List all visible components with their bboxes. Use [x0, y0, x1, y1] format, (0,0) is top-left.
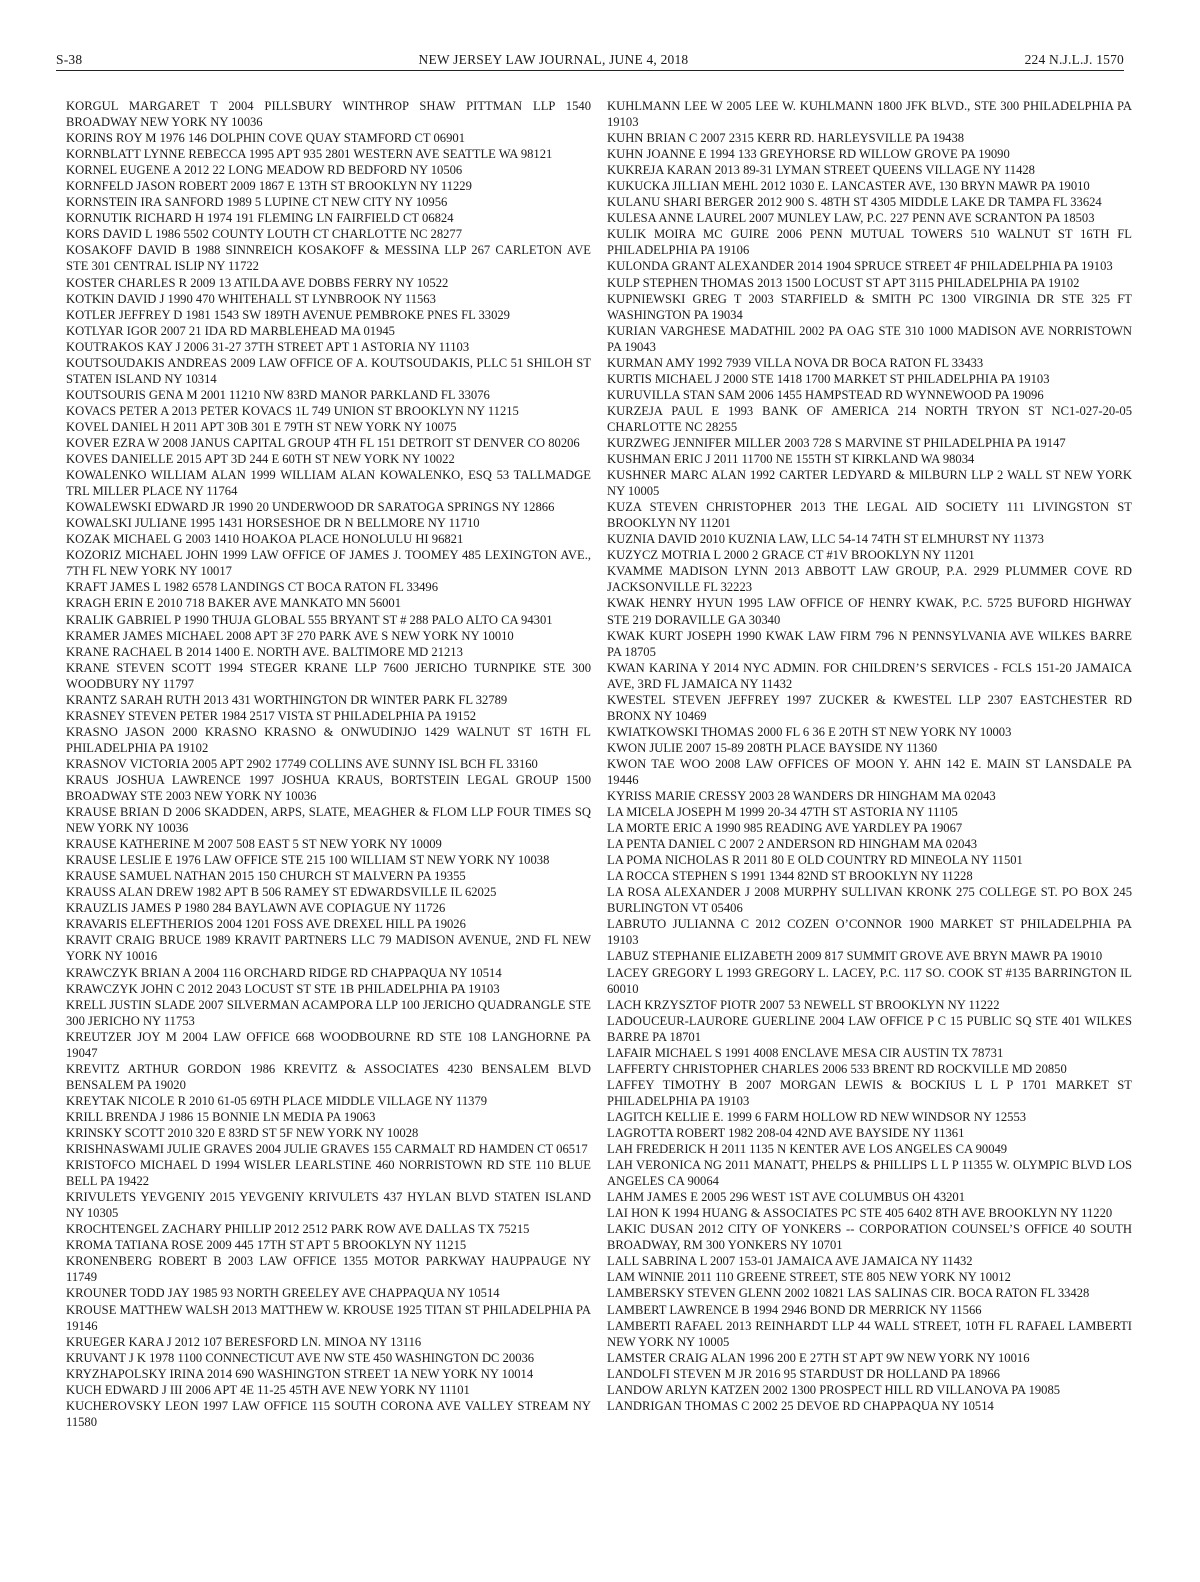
- directory-entry: KOVER EZRA W 2008 JANUS CAPITAL GROUP 4TH FL 151 DETROIT ST DENVER CO 80206: [66, 435, 580, 450]
- directory-entry: KOTLYAR IGOR 2007 21 IDA RD MARBLEHEAD MA 01945: [66, 323, 395, 338]
- journal-title: NEW JERSEY LAW JOURNAL, JUNE 4, 2018: [418, 52, 689, 67]
- directory-entry: LAH VERONICA NG 2011 MANATT, PHELPS & PHILLIPS L L P 11355 W. OLYMPIC BLVD LOS ANGELES CA 90064: [607, 1158, 1132, 1189]
- directory-entry: KOZAK MICHAEL G 2003 1410 HOAKOA PLACE HONOLULU HI 96821: [66, 532, 464, 547]
- directory-entry: KREVITZ ARTHUR GORDON 1986 KREVITZ & ASSOCIATES 4230 BENSALEM BLVD BENSALEM PA 19020: [66, 1061, 591, 1092]
- directory-entry: LAGROTTA ROBERT 1982 208-04 42ND AVE BAYSIDE NY 11361: [607, 1126, 965, 1140]
- directory-entry: KOSAKOFF DAVID B 1988 SINNREICH KOSAKOFF & MESSINA LLP 267 CARLETON AVE STE 301 CENTRAL ISLIP NY 11722: [66, 243, 591, 274]
- directory-entry: LAMBERT LAWRENCE B 1994 2946 BOND DR MERRICK NY 11566: [607, 1302, 982, 1317]
- directory-entry: LA ROCCA STEPHEN S 1991 1344 82ND ST BROOKLYN NY 11228: [607, 869, 973, 884]
- directory-entry: LALL SABRINA L 2007 153-01 JAMAICA AVE JAMAICA NY 11432: [607, 1254, 973, 1269]
- directory-entry: KRAFT JAMES L 1982 6578 LANDINGS CT BOCA RATON FL 33496: [66, 580, 439, 595]
- directory-entry: LAH FREDERICK H 2011 1135 N KENTER AVE LOS ANGELES CA 90049: [607, 1142, 1008, 1157]
- directory-entry: KULONDA GRANT ALEXANDER 2014 1904 SPRUCE STREET 4F PHILADELPHIA PA 19103: [607, 259, 1113, 274]
- directory-entry: KOWALENKO WILLIAM ALAN 1999 WILLIAM ALAN KOWALENKO, ESQ 53 TALLMADGE TRL MILLER PLACE NY 11764: [66, 468, 591, 499]
- directory-entry: KWAK KURT JOSEPH 1990 KWAK LAW FIRM 796 N PENNSYLVANIA AVE WILKES BARRE PA 18705: [607, 628, 1132, 659]
- directory-entry: LANDOLFI STEVEN M JR 2016 95 STARDUST DR HOLLAND PA 18966: [607, 1366, 1000, 1381]
- directory-entry: KOZORIZ MICHAEL JOHN 1999 LAW OFFICE OF JAMES J. TOOMEY 485 LEXINGTON AVE., 7TH FL NEW YORK NY 10017: [66, 548, 591, 579]
- directory-entry: KRASNO JASON 2000 KRASNO KRASNO & ONWUDINJO 1429 WALNUT ST 16TH FL PHILADELPHIA PA 19102: [66, 724, 591, 755]
- directory-entry: KUZNIA DAVID 2010 KUZNIA LAW, LLC 54-14 74TH ST ELMHURST NY 11373: [607, 532, 1044, 547]
- directory-entry: KOTKIN DAVID J 1990 470 WHITEHALL ST LYNBROOK NY 11563: [66, 291, 436, 306]
- directory-entry: KOUTSOURIS GENA M 2001 11210 NW 83RD MANOR PARKLAND FL 33076: [66, 387, 490, 402]
- directory-entry: KORNFELD JASON ROBERT 2009 1867 E 13TH ST BROOKLYN NY 11229: [66, 179, 472, 194]
- directory-entry: LAMSTER CRAIG ALAN 1996 200 E 27TH ST APT 9W NEW YORK NY 10016: [607, 1350, 1030, 1365]
- directory-entry: LA POMA NICHOLAS R 2011 80 E OLD COUNTRY RD MINEOLA NY 11501: [607, 853, 1023, 868]
- directory-entry: KROUNER TODD JAY 1985 93 NORTH GREELEY AVE CHAPPAQUA NY 10514: [66, 1286, 500, 1301]
- directory-entry: KOVEL DANIEL H 2011 APT 30B 301 E 79TH ST NEW YORK NY 10075: [66, 419, 457, 434]
- directory-entry: KUHN JOANNE E 1994 133 GREYHORSE RD WILLOW GROVE PA 19090: [607, 147, 1010, 162]
- directory-entry: KRINSKY SCOTT 2010 320 E 83RD ST 5F NEW YORK NY 10028: [66, 1126, 419, 1140]
- directory-entry: KUCH EDWARD J III 2006 APT 4E 11-25 45TH AVE NEW YORK NY 11101: [66, 1382, 470, 1397]
- directory-entry: LANDOW ARLYN KATZEN 2002 1300 PROSPECT HILL RD VILLANOVA PA 19085: [607, 1382, 1061, 1397]
- directory-entry: KULIK MOIRA MC GUIRE 2006 PENN MUTUAL TOWERS 510 WALNUT ST 16TH FL PHILADELPHIA PA 19106: [607, 227, 1132, 258]
- directory-entry: KRAWCZYK JOHN C 2012 2043 LOCUST ST STE 1B PHILADELPHIA PA 19103: [66, 981, 500, 996]
- directory-entry: LAM WINNIE 2011 110 GREENE STREET, STE 805 NEW YORK NY 10012: [607, 1270, 1011, 1285]
- directory-entry: KRYZHAPOLSKY IRINA 2014 690 WASHINGTON STREET 1A NEW YORK NY 10014: [66, 1366, 534, 1381]
- directory-entry: LACEY GREGORY L 1993 GREGORY L. LACEY, P.C. 117 SO. COOK ST #135 BARRINGTON IL 60010: [607, 965, 1132, 996]
- directory-entry: KRANE RACHAEL B 2014 1400 E. NORTH AVE. BALTIMORE MD 21213: [66, 644, 463, 659]
- directory-entry: LA PENTA DANIEL C 2007 2 ANDERSON RD HINGHAM MA 02043: [607, 837, 978, 852]
- directory-entry: KRAGH ERIN E 2010 718 BAKER AVE MANKATO MN 56001: [66, 596, 402, 611]
- directory-entry: KURIAN VARGHESE MADATHIL 2002 PA OAG STE 310 1000 MADISON AVE NORRISTOWN PA 19043: [607, 323, 1132, 354]
- directory-entry: LABUZ STEPHANIE ELIZABETH 2009 817 SUMMIT GROVE AVE BRYN MAWR PA 19010: [607, 949, 1103, 964]
- directory-entry: LAGITCH KELLIE E. 1999 6 FARM HOLLOW RD NEW WINDSOR NY 12553: [607, 1109, 1027, 1124]
- page-number: S-38: [56, 52, 83, 67]
- directory-entry: LAHM JAMES E 2005 296 WEST 1ST AVE COLUMBUS OH 43201: [607, 1190, 966, 1205]
- directory-entry: KUSHMAN ERIC J 2011 11700 NE 155TH ST KIRKLAND WA 98034: [607, 452, 975, 467]
- directory-entry: KUSHNER MARC ALAN 1992 CARTER LEDYARD & MILBURN LLP 2 WALL ST NEW YORK NY 10005: [607, 468, 1132, 499]
- directory-entry: LABRUTO JULIANNA C 2012 COZEN O’CONNOR 1900 MARKET ST PHILADELPHIA PA 19103: [607, 917, 1132, 948]
- header-rule: [56, 70, 1124, 71]
- directory-entry: KORNEL EUGENE A 2012 22 LONG MEADOW RD BEDFORD NY 10506: [66, 163, 463, 178]
- directory-entry: KRAUSE KATHERINE M 2007 508 EAST 5 ST NEW YORK NY 10009: [66, 837, 442, 852]
- journal-citation: 224 N.J.L.J. 1570: [1024, 52, 1124, 67]
- directory-entry: KURZWEG JENNIFER MILLER 2003 728 S MARVINE ST PHILADELPHIA PA 19147: [607, 435, 1066, 450]
- directory-entry: KWON JULIE 2007 15-89 208TH PLACE BAYSIDE NY 11360: [607, 740, 938, 755]
- directory-entry: KRASNEY STEVEN PETER 1984 2517 VISTA ST PHILADELPHIA PA 19152: [66, 708, 477, 723]
- directory-entry: LAI HON K 1994 HUANG & ASSOCIATES PC STE 405 6402 8TH AVE BROOKLYN NY 11220: [607, 1206, 1113, 1221]
- directory-entry: KRIVULETS YEVGENIY 2015 YEVGENIY KRIVULETS 437 HYLAN BLVD STATEN ISLAND NY 10305: [66, 1190, 591, 1221]
- directory-entry: KOUTRAKOS KAY J 2006 31-27 37TH STREET APT 1 ASTORIA NY 11103: [66, 339, 470, 354]
- directory-entry: KURUVILLA STAN SAM 2006 1455 HAMPSTEAD RD WYNNEWOOD PA 19096: [607, 387, 1044, 402]
- directory-entry: KYRISS MARIE CRESSY 2003 28 WANDERS DR HINGHAM MA 02043: [607, 789, 996, 804]
- directory-entry: KOSTER CHARLES R 2009 13 ATILDA AVE DOBBS FERRY NY 10522: [66, 275, 449, 290]
- directory-entry: KRANTZ SARAH RUTH 2013 431 WORTHINGTON DR WINTER PARK FL 32789: [66, 692, 508, 707]
- directory-entry: KRISHNASWAMI JULIE GRAVES 2004 JULIE GRAVES 155 CARMALT RD HAMDEN CT 06517: [66, 1142, 588, 1157]
- directory-entry: LADOUCEUR-LAURORE GUERLINE 2004 LAW OFFICE P C 15 PUBLIC SQ STE 401 WILKES BARRE PA 18701: [607, 1013, 1132, 1044]
- directory-entry: LA ROSA ALEXANDER J 2008 MURPHY SULLIVAN KRONK 275 COLLEGE ST. PO BOX 245 BURLINGTON VT 05406: [607, 885, 1132, 916]
- left-column: [66, 98, 591, 1430]
- directory-entry: KURMAN AMY 1992 7939 VILLA NOVA DR BOCA RATON FL 33433: [607, 355, 984, 370]
- directory-entry: KRANE STEVEN SCOTT 1994 STEGER KRANE LLP 7600 JERICHO TURNPIKE STE 300 WOODBURY NY 11797: [66, 660, 591, 691]
- directory-entry: KRONENBERG ROBERT B 2003 LAW OFFICE 1355 MOTOR PARKWAY HAUPPAUGE NY 11749: [66, 1254, 591, 1285]
- directory-entry: KOVES DANIELLE 2015 APT 3D 244 E 60TH ST NEW YORK NY 10022: [66, 452, 455, 467]
- directory-entry: KRAUSE LESLIE E 1976 LAW OFFICE STE 215 100 WILLIAM ST NEW YORK NY 10038: [66, 853, 550, 868]
- directory-entry: LAMBERSKY STEVEN GLENN 2002 10821 LAS SALINAS CIR. BOCA RATON FL 33428: [607, 1286, 1090, 1301]
- directory-entry: KRASNOV VICTORIA 2005 APT 2902 17749 COLLINS AVE SUNNY ISL BCH FL 33160: [66, 756, 538, 771]
- directory-entry: KORINS ROY M 1976 146 DOLPHIN COVE QUAY STAMFORD CT 06901: [66, 131, 465, 146]
- directory-entry: KOTLER JEFFREY D 1981 1543 SW 189TH AVENUE PEMBROKE PNES FL 33029: [66, 307, 510, 322]
- directory-entry: KUZYCZ MOTRIA L 2000 2 GRACE CT #1V BROOKLYN NY 11201: [607, 548, 975, 563]
- directory-entry: KWON TAE WOO 2008 LAW OFFICES OF MOON Y. AHN 142 E. MAIN ST LANSDALE PA 19446: [607, 756, 1132, 787]
- directory-entry: KOWALSKI JULIANE 1995 1431 HORSESHOE DR N BELLMORE NY 11710: [66, 516, 480, 531]
- directory-entry: LAFFERTY CHRISTOPHER CHARLES 2006 533 BRENT RD ROCKVILLE MD 20850: [607, 1061, 1067, 1076]
- directory-entry: LANDRIGAN THOMAS C 2002 25 DEVOE RD CHAPPAQUA NY 10514: [607, 1398, 994, 1413]
- directory-entry: KRALIK GABRIEL P 1990 THUJA GLOBAL 555 BRYANT ST # 288 PALO ALTO CA 94301: [66, 612, 553, 627]
- directory-entry: KORNUTIK RICHARD H 1974 191 FLEMING LN FAIRFIELD CT 06824: [66, 211, 454, 226]
- directory-entry: KRAUSE SAMUEL NATHAN 2015 150 CHURCH ST MALVERN PA 19355: [66, 869, 466, 884]
- directory-entry: KWIATKOWSKI THOMAS 2000 FL 6 36 E 20TH ST NEW YORK NY 10003: [607, 724, 1012, 739]
- directory-entry: KUKUCKA JILLIAN MEHL 2012 1030 E. LANCASTER AVE, 130 BRYN MAWR PA 19010: [607, 179, 1090, 194]
- directory-entry: KOUTSOUDAKIS ANDREAS 2009 LAW OFFICE OF A. KOUTSOUDAKIS, PLLC 51 SHILOH ST STATEN ISLAND NY 10314: [66, 355, 591, 386]
- directory-entry: KROMA TATIANA ROSE 2009 445 17TH ST APT 5 BROOKLYN NY 11215: [66, 1238, 467, 1253]
- right-column: [607, 98, 1132, 1414]
- directory-entry: KROUSE MATTHEW WALSH 2013 MATTHEW W. KROUSE 1925 TITAN ST PHILADELPHIA PA 19146: [66, 1302, 591, 1333]
- directory-entry: KULANU SHARI BERGER 2012 900 S. 48TH ST 4305 MIDDLE LAKE DR TAMPA FL 33624: [607, 195, 1102, 210]
- page-header: [56, 48, 1124, 68]
- directory-entry: LA MORTE ERIC A 1990 985 READING AVE YARDLEY PA 19067: [607, 821, 963, 836]
- directory-entry: KRAUSS ALAN DREW 1982 APT B 506 RAMEY ST EDWARDSVILLE IL 62025: [66, 885, 497, 900]
- directory-entry: KRAUS JOSHUA LAWRENCE 1997 JOSHUA KRAUS, BORTSTEIN LEGAL GROUP 1500 BROADWAY STE 2003 NEW YORK NY 10036: [66, 772, 591, 804]
- directory-entry: LAFAIR MICHAEL S 1991 4008 ENCLAVE MESA CIR AUSTIN TX 78731: [607, 1045, 1004, 1060]
- directory-entry: LA MICELA JOSEPH M 1999 20-34 47TH ST ASTORIA NY 11105: [607, 805, 958, 820]
- directory-entry: KREYTAK NICOLE R 2010 61-05 69TH PLACE MIDDLE VILLAGE NY 11379: [66, 1093, 488, 1108]
- directory-entry: KORS DAVID L 1986 5502 COUNTY LOUTH CT CHARLOTTE NC 28277: [66, 227, 463, 242]
- directory-entry: KRUEGER KARA J 2012 107 BERESFORD LN. MINOA NY 13116: [66, 1334, 422, 1349]
- directory-entry: KULESA ANNE LAUREL 2007 MUNLEY LAW, P.C. 227 PENN AVE SCRANTON PA 18503: [607, 211, 1095, 226]
- directory-entry: KROCHTENGEL ZACHARY PHILLIP 2012 2512 PARK ROW AVE DALLAS TX 75215: [66, 1222, 530, 1237]
- directory-entry: KRAUZLIS JAMES P 1980 284 BAYLAWN AVE COPIAGUE NY 11726: [66, 901, 446, 916]
- directory-entry: KORGUL MARGARET T 2004 PILLSBURY WINTHROP SHAW PITTMAN LLP 1540 BROADWAY NEW YORK NY 10036: [66, 99, 591, 130]
- directory-entry: KRAWCZYK BRIAN A 2004 116 ORCHARD RIDGE RD CHAPPAQUA NY 10514: [66, 965, 502, 980]
- directory-entry: KRAVARIS ELEFTHERIOS 2004 1201 FOSS AVE DREXEL HILL PA 19026: [66, 917, 466, 932]
- directory-entry: KWESTEL STEVEN JEFFREY 1997 ZUCKER & KWESTEL LLP 2307 EASTCHESTER RD BRONX NY 10469: [607, 692, 1132, 723]
- directory-entry: KUCHEROVSKY LEON 1997 LAW OFFICE 115 SOUTH CORONA AVE VALLEY STREAM NY 11580: [66, 1398, 591, 1429]
- directory-entry: KRUVANT J K 1978 1100 CONNECTICUT AVE NW STE 450 WASHINGTON DC 20036: [66, 1350, 535, 1365]
- directory-entry: KREUTZER JOY M 2004 LAW OFFICE 668 WOODBOURNE RD STE 108 LANGHORNE PA 19047: [66, 1029, 591, 1060]
- directory-entry: KRELL JUSTIN SLADE 2007 SILVERMAN ACAMPORA LLP 100 JERICHO QUADRANGLE STE 300 JERICHO NY 11753: [66, 997, 591, 1028]
- directory-entry: KUZA STEVEN CHRISTOPHER 2013 THE LEGAL AID SOCIETY 111 LIVINGSTON ST BROOKLYN NY 11201: [607, 500, 1132, 531]
- directory-entry: KULP STEPHEN THOMAS 2013 1500 LOCUST ST APT 3115 PHILADELPHIA PA 19102: [607, 275, 1080, 290]
- directory-entry: KWAK HENRY HYUN 1995 LAW OFFICE OF HENRY KWAK, P.C. 5725 BUFORD HIGHWAY STE 219 DORAVILLE GA 30340: [607, 596, 1132, 627]
- directory-entry: KVAMME MADISON LYNN 2013 ABBOTT LAW GROUP, P.A. 2929 PLUMMER COVE RD JACKSONVILLE FL 32223: [607, 564, 1132, 595]
- directory-entry: KURZEJA PAUL E 1993 BANK OF AMERICA 214 NORTH TRYON ST NC1-027-20-05 CHARLOTTE NC 28255: [607, 403, 1132, 434]
- directory-entry: KUHLMANN LEE W 2005 LEE W. KUHLMANN 1800 JFK BLVD., STE 300 PHILADELPHIA PA 19103: [607, 99, 1132, 130]
- directory-entry: KRAMER JAMES MICHAEL 2008 APT 3F 270 PARK AVE S NEW YORK NY 10010: [66, 628, 514, 643]
- directory-entry: KUPNIEWSKI GREG T 2003 STARFIELD & SMITH PC 1300 VIRGINIA DR STE 325 FT WASHINGTON PA 19034: [607, 291, 1132, 322]
- directory-entry: LACH KRZYSZTOF PIOTR 2007 53 NEWELL ST BROOKLYN NY 11222: [607, 997, 1000, 1012]
- directory-entry: LAMBERTI RAFAEL 2013 REINHARDT LLP 44 WALL STREET, 10TH FL RAFAEL LAMBERTI NEW YORK NY 10005: [607, 1318, 1132, 1349]
- directory-entry: KOVACS PETER A 2013 PETER KOVACS 1L 749 UNION ST BROOKLYN NY 11215: [66, 403, 519, 418]
- directory-entry: KUHN BRIAN C 2007 2315 KERR RD. HARLEYSVILLE PA 19438: [607, 131, 965, 146]
- directory-entry: KOWALEWSKI EDWARD JR 1990 20 UNDERWOOD DR SARATOGA SPRINGS NY 12866: [66, 500, 555, 515]
- directory-entry: KRISTOFCO MICHAEL D 1994 WISLER LEARLSTINE 460 NORRISTOWN RD STE 110 BLUE BELL PA 19422: [66, 1158, 591, 1189]
- directory-entry: KURTIS MICHAEL J 2000 STE 1418 1700 MARKET ST PHILADELPHIA PA 19103: [607, 371, 1050, 386]
- directory-entry: LAKIC DUSAN 2012 CITY OF YONKERS -- CORPORATION COUNSEL’S OFFICE 40 SOUTH BROADWAY, RM 300 YONKERS NY 10701: [607, 1222, 1132, 1253]
- directory-entry: KRAUSE BRIAN D 2006 SKADDEN, ARPS, SLATE, MEAGHER & FLOM LLP FOUR TIMES SQ NEW YORK NY 10036: [66, 805, 591, 836]
- directory-entry: KUKREJA KARAN 2013 89-31 LYMAN STREET QUEENS VILLAGE NY 11428: [607, 163, 1035, 178]
- directory-entry: KRILL BRENDA J 1986 15 BONNIE LN MEDIA PA 19063: [66, 1109, 376, 1124]
- directory-entry: KRAVIT CRAIG BRUCE 1989 KRAVIT PARTNERS LLC 79 MADISON AVENUE, 2ND FL NEW YORK NY 10016: [66, 933, 591, 964]
- directory-entry: KWAN KARINA Y 2014 NYC ADMIN. FOR CHILDREN’S SERVICES - FCLS 151-20 JAMAICA AVE, 3RD FL JAMAICA NY 11432: [607, 660, 1132, 691]
- directory-entry: KORNSTEIN IRA SANFORD 1989 5 LUPINE CT NEW CITY NY 10956: [66, 195, 448, 210]
- directory-entry: LAFFEY TIMOTHY B 2007 MORGAN LEWIS & BOCKIUS L L P 1701 MARKET ST PHILADELPHIA PA 19103: [607, 1077, 1132, 1108]
- directory-entry: KORNBLATT LYNNE REBECCA 1995 APT 935 2801 WESTERN AVE SEATTLE WA 98121: [66, 147, 553, 162]
